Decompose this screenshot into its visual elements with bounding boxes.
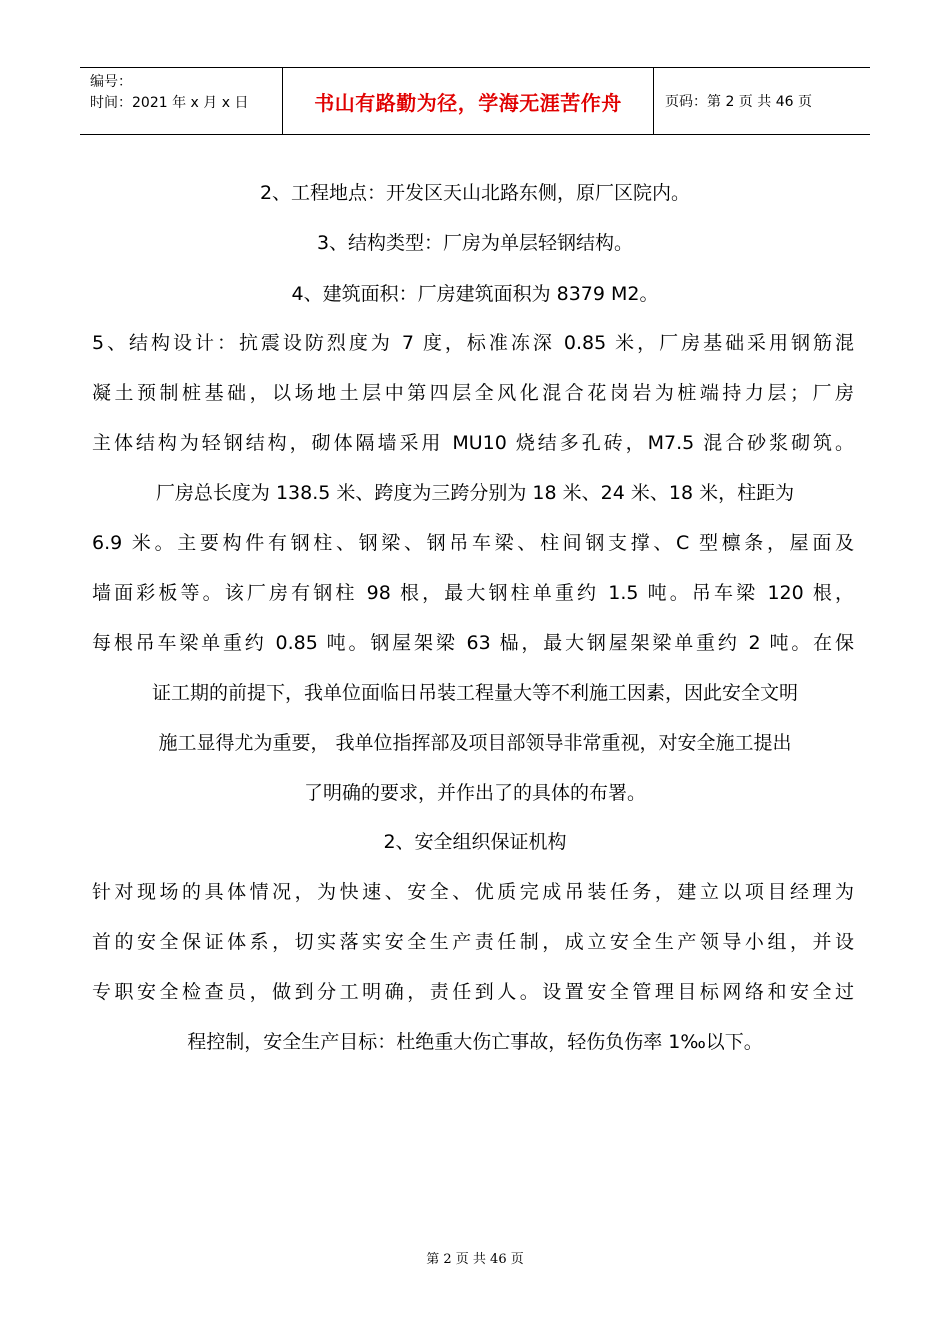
document-date: 时间：2021 年 x 月 x 日 bbox=[90, 95, 249, 111]
header-meta bbox=[80, 68, 282, 134]
page-footer-number: 第 2 页 共 46 页 bbox=[426, 1252, 524, 1267]
paragraph-line: 每根吊车梁单重约 0.85 吨。钢屋架梁 63 榀，最大钢屋架梁单重约 2 吨。在保 bbox=[92, 632, 854, 654]
paragraph-line: 针对现场的具体情况，为快速、安全、优质完成吊装任务，建立以项目经理为 bbox=[92, 881, 854, 903]
header-page-info: 页码：第 2 页 共 46 页 bbox=[665, 94, 812, 110]
paragraph-line: 墙面彩板等。该厂房有钢柱 98 根，最大钢柱单重约 1.5 吨。吊车梁 120 根， bbox=[92, 582, 854, 604]
paragraph-line: 施工显得尤为重要， 我单位指挥部及项目部领导非常重视，对安全施工提出 bbox=[158, 732, 792, 754]
paragraph-line: 主体结构为轻钢结构，砌体隔墙采用 MU10 烧结多孔砖，M7.5 混合砂浆砌筑。 bbox=[92, 432, 854, 454]
paragraph-line: 凝土预制桩基础，以场地土层中第四层全风化混合花岗岩为桩端持力层；厂房 bbox=[92, 382, 854, 404]
paragraph-line: 厂房总长度为 138.5 米、跨度为三跨分别为 18 米、24 米、18 米，柱距为 bbox=[155, 482, 795, 504]
paragraph-line: 4、建筑面积：厂房建筑面积为 8379 M2。 bbox=[291, 283, 659, 305]
paragraph-line: 证工期的前提下，我单位面临日吊装工程量大等不利施工因素，因此安全文明 bbox=[151, 682, 798, 704]
header-page-info-cell bbox=[654, 68, 870, 134]
paragraph-line: 程控制，安全生产目标：杜绝重大伤亡事故，轻伤负伤率 1‰以下。 bbox=[187, 1031, 763, 1053]
paragraph-line: 2、工程地点：开发区天山北路东侧，原厂区院内。 bbox=[259, 182, 691, 204]
page-header bbox=[80, 67, 870, 135]
paragraph-line: 专职安全检查员，做到分工明确，责任到人。设置安全管理目标网络和安全过 bbox=[92, 981, 854, 1003]
paragraph-line: 5、结构设计：抗震设防烈度为 7 度，标准冻深 0.85 米，厂房基础采用钢筋混 bbox=[92, 332, 854, 354]
paragraph-line: 了明确的要求，并作出了的具体的布署。 bbox=[303, 782, 646, 804]
header-motto-cell bbox=[282, 68, 654, 134]
document-number-label: 编号： bbox=[90, 74, 132, 90]
paragraph-line: 3、结构类型：厂房为单层轻钢结构。 bbox=[316, 232, 634, 254]
paragraph-line: 首的安全保证体系，切实落实安全生产责任制，成立安全生产领导小组，并设 bbox=[92, 931, 854, 953]
section-heading: 2、安全组织保证机构 bbox=[383, 831, 567, 853]
header-motto: 书山有路勤为径，学海无涯苦作舟 bbox=[314, 90, 622, 115]
paragraph-line: 6.9 米。主要构件有钢柱、钢梁、钢吊车梁、柱间钢支撑、C 型檩条，屋面及 bbox=[92, 532, 854, 554]
